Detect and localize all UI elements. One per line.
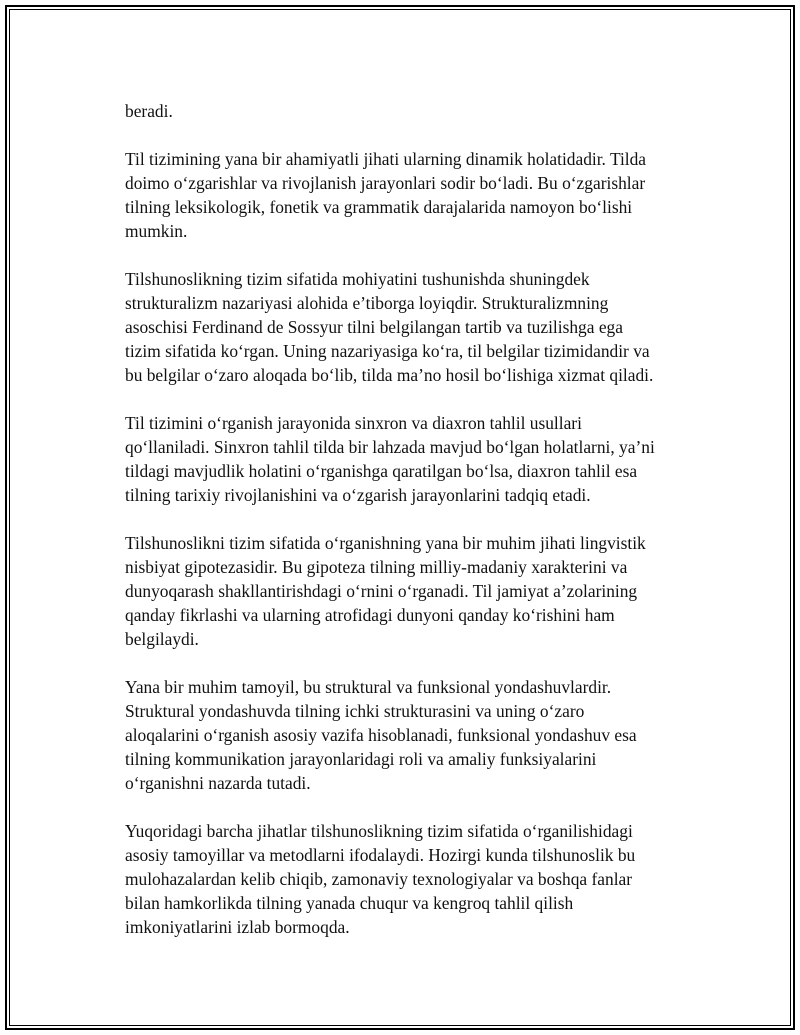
paragraph-7: Yuqoridagi barcha jihatlar tilshunoslikning tizim sifatida o‘rganilishidagi asosiy tamoyillar va metodlarni ifodalaydi. Hozirgi kunda tilshunoslik bu mulohazalardan kelib chiqib, zamonaviy texnologiyalar va boshqa fanlar bilan hamkorlikda tilning yanada chuqur va kengroq tahlil qilish imkoniyatlarini izlab bormoqda. xyxy=(125,821,636,937)
paragraph-5: Tilshunoslikni tizim sifatida o‘rganishning yana bir muhim jihati lingvistik nisbiyat gipotezasidir. Bu gipoteza tilning milliy-madaniy xarakterini va dunyoqarash shakllantirishdagi o‘rnini o‘rganadi. Til jamiyat a’zolarining qanday fikrlashi va ularning atrofidagi dunyoni qanday ko‘rishini ham belgilaydi. xyxy=(125,533,646,649)
paragraph-2: Til tizimining yana bir ahamiyatli jihati ularning dinamik holatidadir. Tilda doimo o‘zgarishlar va rivojlanish jarayonlari sodir bo‘ladi. Bu o‘zgarishlar tilning leksikologik, fonetik va grammatik darajalarida namoyon bo‘lishi mumkin. xyxy=(125,149,647,241)
paragraph-6: Yana bir muhim tamoyil, bu struktural va funksional yondashuvlardir. Struktural yondashuvda tilning ichki strukturasini va uning o‘zaro aloqalarini o‘rganish asosiy vazifa hisoblanadi, funksional yondashuv esa tilning kommunikation jarayonlaridagi roli va amaliy funksiyalarini o‘rganishni nazarda tutadi. xyxy=(125,677,637,793)
paragraph-3: Tilshunoslikning tizim sifatida mohiyatini tushunishda shuningdek strukturalizm nazariyasi alohida e’tiborga loyiqdir. Strukturalizmning asoschisi Ferdinand de Sossyur tilni belgilangan tartib va tuzilishga ega tizim sifatida ko‘rgan. Uning nazariyasiga ko‘ra, til belgilar tizimidandir va bu belgilar o‘zaro aloqada bo‘lib, tilda ma’no hosil bo‘lishiga xizmat qiladi. xyxy=(125,269,654,385)
page-border xyxy=(5,5,795,1030)
paragraph-4: Til tizimini o‘rganish jarayonida sinxron va diaxron tahlil usullari qo‘llaniladi. Sinxron tahlil tilda bir lahzada mavjud bo‘lgan holatlarni, ya’ni tildagi mavjudlik holatini o‘rganishga qaratilgan bo‘lsa, diaxron tahlil esa tilning tarixiy rivojlanishini va o‘zgarish jarayonlarini tadqiq etadi. xyxy=(125,413,655,505)
paragraph-1: beradi. xyxy=(125,101,173,121)
document-body xyxy=(125,99,705,963)
